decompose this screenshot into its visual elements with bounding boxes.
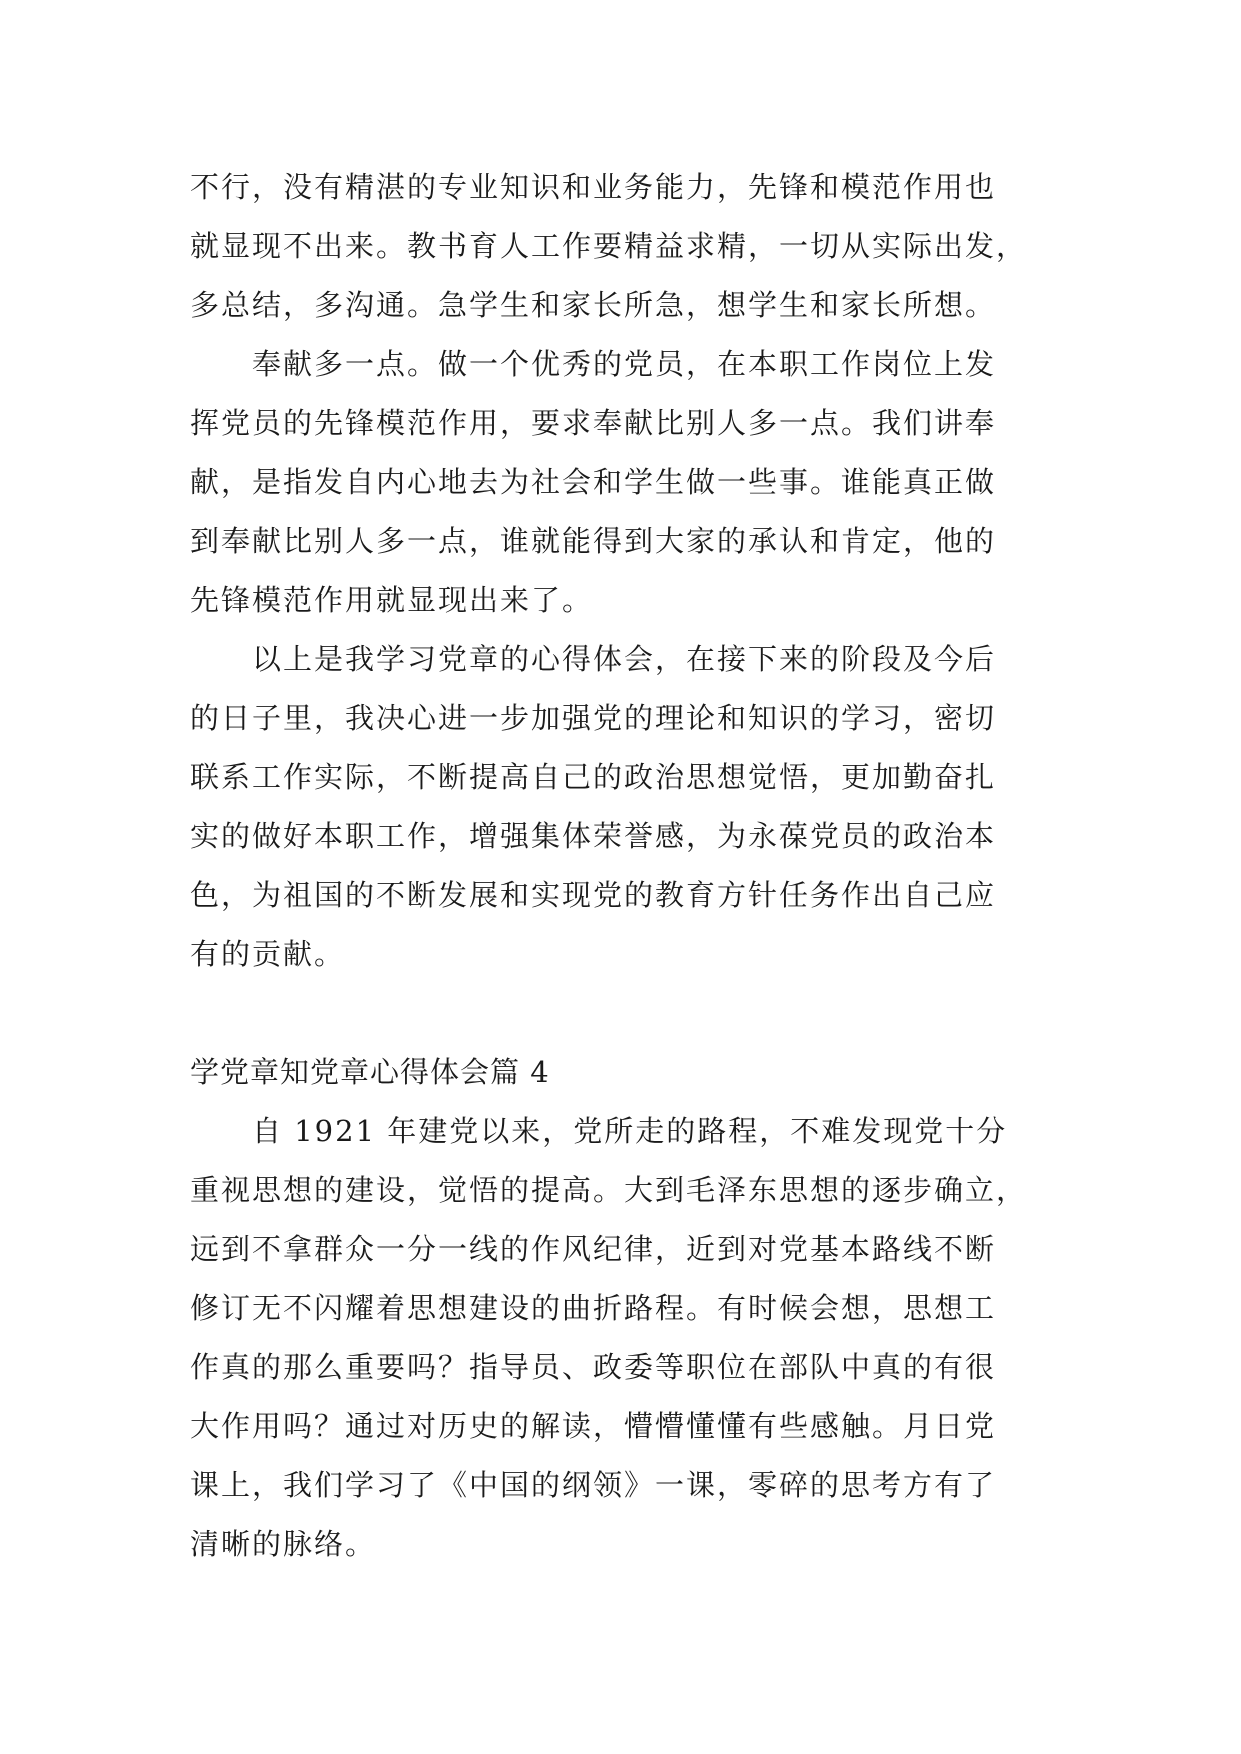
- text-line: 奉献多一点。做一个优秀的党员，在本职工作岗位上发: [190, 347, 997, 381]
- text-line: 清晰的脉络。: [190, 1527, 377, 1561]
- section-heading: 学党章知党章心得体会篇 4: [190, 1055, 550, 1089]
- text-line: 自 1921 年建党以来，党所走的路程，不难发现党十分: [190, 1114, 1008, 1148]
- text-line: 作真的那么重要吗？指导员、政委等职位在部队中真的有很: [190, 1350, 997, 1384]
- text-line: 的日子里，我决心进一步加强党的理论和知识的学习，密切: [190, 701, 997, 735]
- text-line: 挥党员的先锋模范作用，要求奉献比别人多一点。我们讲奉: [190, 406, 997, 440]
- text-line: 色，为祖国的不断发展和实现党的教育方针任务作出自己应: [190, 878, 997, 912]
- text-line: 联系工作实际，不断提高自己的政治思想觉悟，更加勤奋扎: [190, 760, 997, 794]
- text-line: 大作用吗？通过对历史的解读，懵懵懂懂有些感触。月日党: [190, 1409, 997, 1443]
- text-line: 修订无不闪耀着思想建设的曲折路程。有时候会想，思想工: [190, 1291, 997, 1325]
- text-line: 就显现不出来。教书育人工作要精益求精，一切从实际出发，: [190, 229, 1028, 263]
- paragraph-dedication: [190, 335, 1050, 630]
- text-line: 重视思想的建设，觉悟的提高。大到毛泽东思想的逐步确立，: [190, 1173, 1028, 1207]
- document-body: [190, 158, 1050, 1574]
- text-line: 有的贡献。: [190, 937, 346, 971]
- text-line: 远到不拿群众一分一线的作风纪律，近到对党基本路线不断: [190, 1232, 997, 1266]
- paragraph-continued: [190, 158, 1050, 335]
- paragraph-section-4: [190, 1102, 1050, 1574]
- text-line: 实的做好本职工作，增强集体荣誉感，为永葆党员的政治本: [190, 819, 997, 853]
- section-spacer: [190, 984, 1050, 1043]
- text-line: 多总结，多沟通。急学生和家长所急，想学生和家长所想。: [190, 288, 997, 322]
- paragraph-conclusion: [190, 630, 1050, 984]
- text-line: 课上，我们学习了《中国的纲领》一课，零碎的思考方有了: [190, 1468, 997, 1502]
- text-line: 到奉献比别人多一点，谁就能得到大家的承认和肯定，他的: [190, 524, 997, 558]
- text-line: 先锋模范作用就显现出来了。: [190, 583, 594, 617]
- text-line: 不行，没有精湛的专业知识和业务能力，先锋和模范作用也: [190, 170, 997, 204]
- text-line: 献，是指发自内心地去为社会和学生做一些事。谁能真正做: [190, 465, 997, 499]
- text-line: 以上是我学习党章的心得体会，在接下来的阶段及今后: [190, 642, 997, 676]
